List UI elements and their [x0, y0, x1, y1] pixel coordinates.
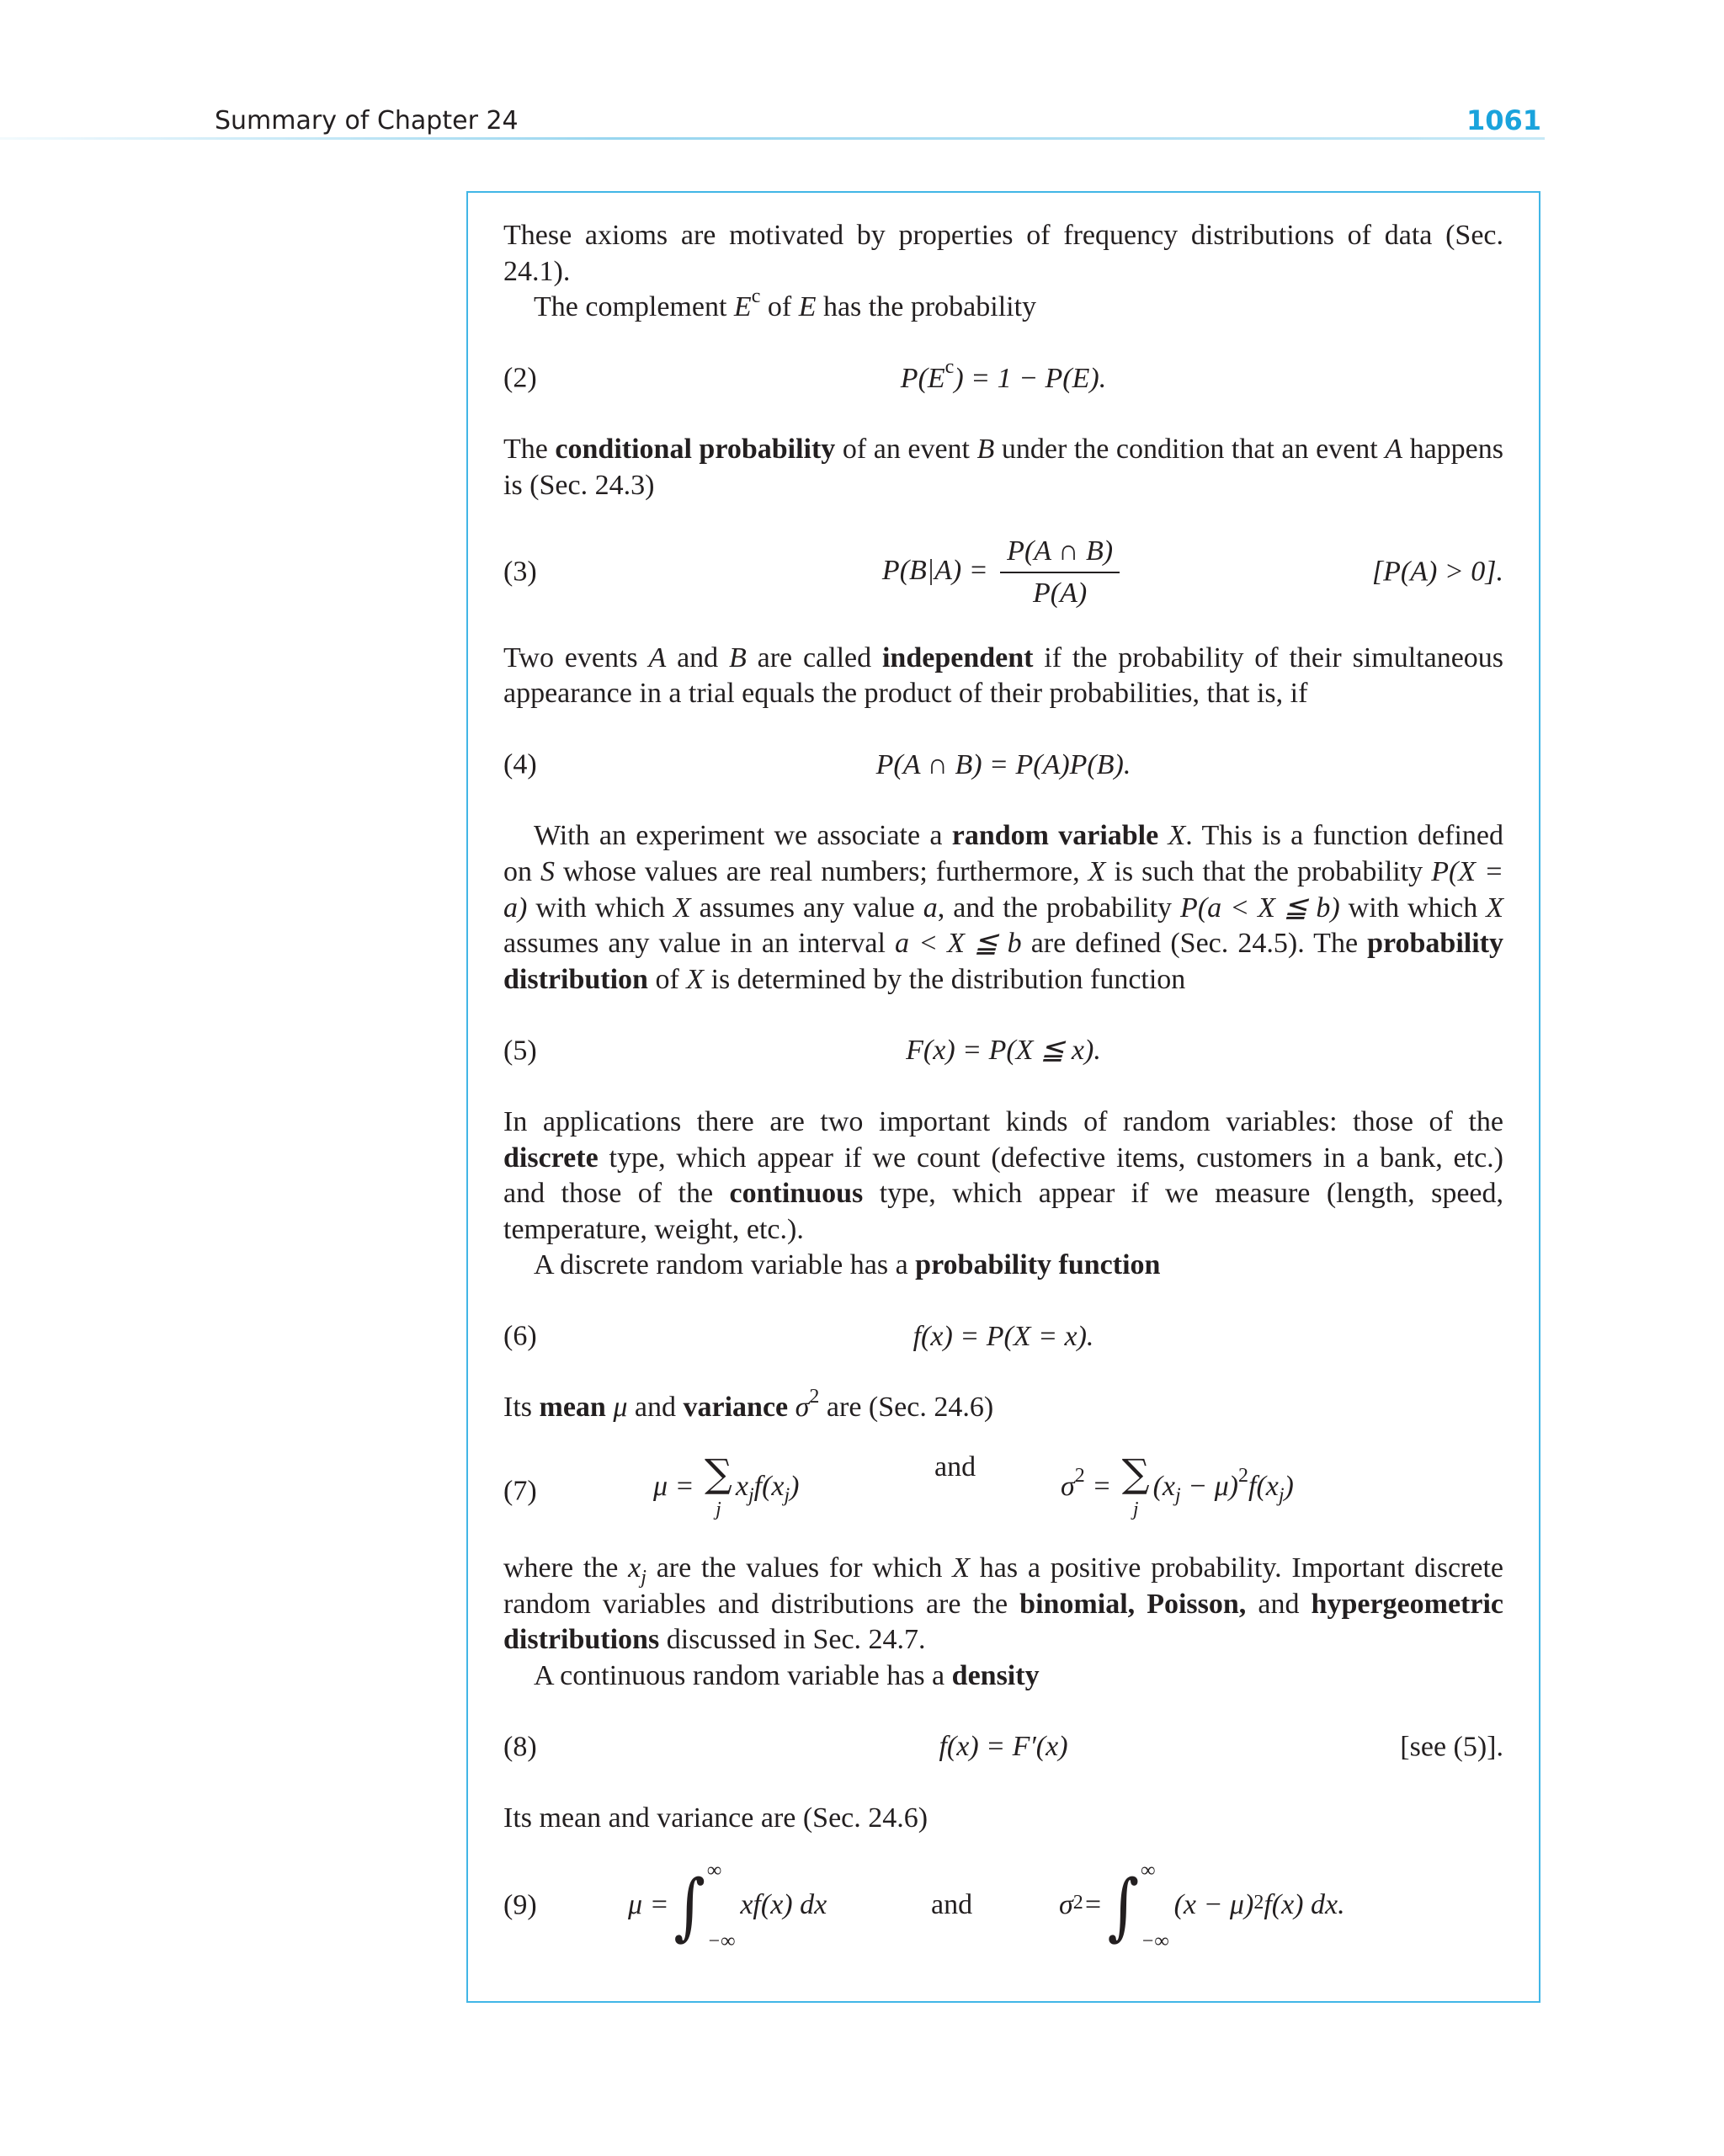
equation-number: (4) — [503, 748, 537, 780]
paragraph-continuous: A continuous random variable has a density — [534, 1659, 1040, 1691]
equation-5 — [503, 1033, 1503, 1069]
paragraph-discrete-values: where the $x_j$ are the values for which X has a positive probability. Important discrete random variables and distributions are the binomial, Poisson, and hypergeometric distributions discussed in Sec. 24.7. — [503, 1552, 1504, 1656]
summary-content — [503, 218, 1503, 1953]
summation-sign: ∑ j — [705, 1451, 732, 1521]
paragraph-complement: The complement $E^c$ of E has the probability — [534, 285, 1037, 323]
page-number: 1061 — [1466, 104, 1541, 136]
equation-conjunction: and — [931, 1888, 973, 1920]
equation-9 — [503, 1859, 1503, 1953]
equation-body: P(A ∩ B) = P(A)P(B). — [875, 748, 1131, 780]
equation-number: (7) — [503, 1475, 537, 1507]
summary-box — [466, 191, 1540, 2003]
equation-condition: [see (5)]. — [1400, 1731, 1503, 1763]
running-head — [215, 103, 1541, 140]
paragraph-continuous-mean: Its mean and variance are (Sec. 24.6) — [503, 1802, 929, 1834]
equation-6 — [503, 1319, 1503, 1355]
equation-number: (5) — [503, 1035, 537, 1067]
equation-number: (8) — [503, 1731, 537, 1763]
header-rule — [0, 137, 1545, 140]
equation-body: F(x) = P(X ≦ x). — [906, 1035, 1101, 1067]
paragraph-axioms: These axioms are motivated by properties of frequency distributions of data (Sec. 24.1). — [503, 220, 1503, 287]
equation-body: f(x) = P(X = x). — [913, 1320, 1094, 1352]
integral-sign: ∫ ∞ −∞ — [673, 1859, 736, 1952]
equation-conjunction: and — [934, 1451, 976, 1483]
equation-body: $P(E^c) = 1 - P(E)$. — [900, 356, 1107, 394]
running-head-title: Summary of Chapter 24 — [215, 106, 519, 136]
equation-number: (9) — [503, 1889, 537, 1921]
equation-variance: $\sigma^2$ = ∑ j $(x_j - \mu)^2f(x_j)$ — [1061, 1451, 1294, 1521]
equation-number: (6) — [503, 1320, 537, 1352]
equation-body: f(x) = F′(x) — [939, 1731, 1068, 1763]
paragraph-discrete: A discrete random variable has a probability function — [534, 1249, 1161, 1281]
equation-variance-integral: σ $^2$ = ∫ ∞ −∞ (x − μ) $^2$ f(x) dx. — [1059, 1859, 1345, 1952]
fraction: $\frac{P(A \cap B)}{P(A)}$ — [1000, 535, 1120, 610]
equation-8 — [503, 1729, 1503, 1765]
paragraph-conditional: The conditional probability of an event B under the condition that an event A happens is (Sec. 24.3) — [503, 434, 1503, 501]
paragraph-independent: Two events A and B are called independent if the probability of their simultaneous appearance in a trial equals the product of their probabilities, that is, if — [503, 641, 1504, 710]
equation-number: (2) — [503, 362, 537, 394]
equation-number: (3) — [503, 556, 537, 588]
summation-sign: ∑ j — [1121, 1451, 1150, 1521]
equation-7 — [503, 1451, 1503, 1532]
equation-4 — [503, 748, 1503, 784]
equation-3 — [503, 535, 1503, 610]
integral-sign: ∫ ∞ −∞ — [1107, 1859, 1169, 1952]
equation-body: P(B|A) = $\frac{P(A \cap B)}{P(A)}$ — [882, 535, 1125, 610]
equation-mean-integral: μ = ∫ ∞ −∞ xf(x) dx — [628, 1859, 827, 1952]
paragraph-applications: In applications there are two important kinds of random variables: those of the discrete type, which appear if we count (defective items, customers in a bank, etc.) and those of the continuous type, which appear if we measure (length, speed, temperature, weight, etc.). — [503, 1105, 1503, 1245]
equation-mean: μ = ∑ j $x_jf(x_j)$ — [653, 1451, 800, 1521]
paragraph-random-variable: With an experiment we associate a random variable X. This is a function defined on S whose values are real numbers; furthermore, X is such that the probability P(X = a) with which X assumes any value a, and the probability P(a < X ≦ b) with which X assumes any value in an interval a < X ≦ b are defined (Sec. 24.5). The probability distribution of X is determined by the distribution function — [503, 820, 1504, 995]
equation-2 — [503, 356, 1503, 397]
paragraph-mean-variance: Its mean μ and variance $\sigma^2$ are (Sec. 24.6) — [503, 1386, 994, 1424]
equation-condition: [P(A) > 0]. — [1371, 556, 1503, 588]
